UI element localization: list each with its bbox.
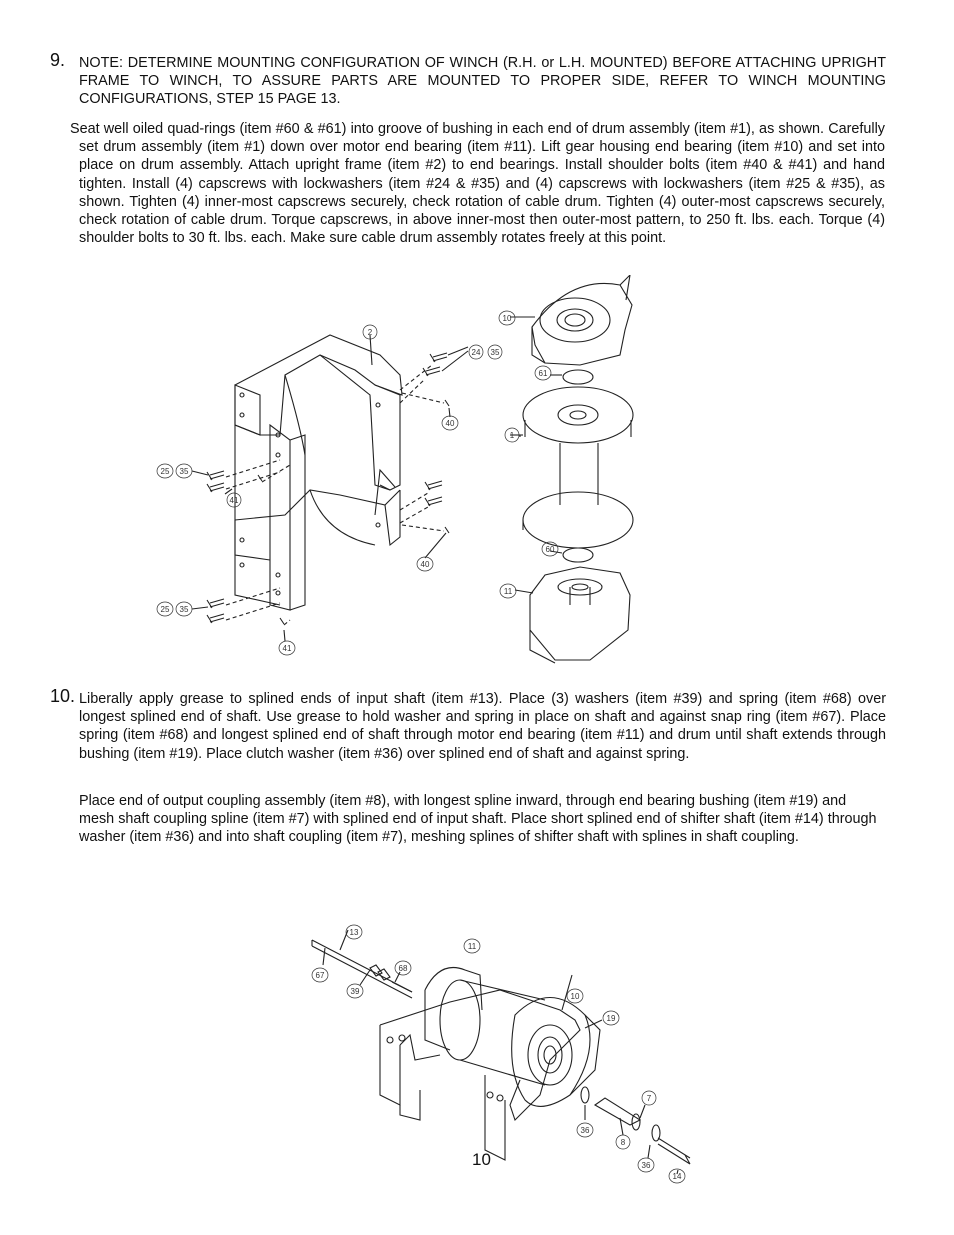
step-9-body: Seat well oiled quad-rings (item #60 & #61) into groove of bushing in each end of drum assembly (item #1), as shown. Carefully set drum assembly (item #1) down over motor end bearing (item #11). Lift gear housing end bearing (item #10) and set into place on drum assembly. Attach upright frame (item #2) to end bearings. Install shoulder bolts (item #40 & #41) and hand tighten. Install (4) capscrews with lockwashers (item #24 & #35) and (4) capscrews with lockwashers (item #25 & #35), as shown. Tighten (4) inner-most capscrews securely, check rotation of cable drum. Tighten (4) outer-most capscrews securely, check rotation of cable drum. Torque capscrews, in above inner-most then outer-most pattern, to 250 ft. lbs. each. Torque (4) shoulder bolts to 30 ft. lbs. each. Make sure cable drum assembly rotates freely at this point.	[70, 121, 885, 247]
callout-36: 36	[580, 1126, 590, 1135]
step-9-number: 9.	[50, 50, 66, 70]
step-10-para-1: Liberally apply grease to splined ends of input shaft (item #13). Place (3) washers (item #39) and spring (item #68) over longest splined end of shaft. Use grease to hold washer and spring in place on shaft and against snap ring (item #67). Place spring (item #68) and longest splined end of shaft through motor end bearing (item #11) and drum until shaft extends through bushing (item #19). Place clutch washer (item #36) over splined end of shaft and against spring.	[79, 691, 886, 762]
callout-10: 10	[570, 992, 580, 1001]
callout-60: 60	[545, 545, 555, 554]
callout-39: 39	[350, 987, 360, 996]
callout-13: 13	[349, 928, 359, 937]
figure-input-shaft-assembly	[300, 920, 700, 1190]
callout-8: 8	[620, 1138, 626, 1147]
callout-1: 1	[509, 431, 515, 440]
figure-drum-assembly	[150, 275, 670, 665]
callout-68: 68	[398, 964, 408, 973]
page-number: 10	[472, 1150, 491, 1169]
callout-61: 61	[538, 369, 548, 378]
callout-67: 67	[315, 971, 325, 980]
callout-35: 35	[179, 467, 189, 476]
step-9-body-wrap	[70, 120, 885, 247]
step-9-note: NOTE: DETERMINE MOUNTING CONFIGURATION OF WINCH (R.H. or L.H. MOUNTED) BEFORE ATTACHING UPRIGHT FRAME TO WINCH, TO ASSURE PARTS ARE MOUNTED TO PROPER SIDE, REFER TO WINCH MOUNTING CONFIGURATIONS, STEP 15 PAGE 13.	[79, 55, 886, 108]
callout-40: 40	[420, 560, 430, 569]
callout-2: 2	[367, 328, 373, 337]
callout-40: 40	[445, 419, 455, 428]
callout-41: 41	[229, 496, 239, 505]
callout-36: 36	[641, 1161, 651, 1170]
callout-7: 7	[646, 1094, 652, 1103]
callout-25: 25	[160, 605, 170, 614]
callout-41: 41	[282, 644, 292, 653]
step-10-para-2: Place end of output coupling assembly (item #8), with longest spline inward, through end bearing bushing (item #19) and mesh shaft coupling spline (item #7) with splined end of input shaft. Place short splined end of shifter shaft (item #14) through washer (item #36) and into shaft coupling (item #7), meshing splines of shifter shaft with splines in shaft coupling.	[79, 793, 877, 846]
callout-24: 24	[471, 348, 481, 357]
step-10	[50, 686, 886, 763]
callout-19: 19	[606, 1014, 616, 1023]
callout-11: 11	[467, 942, 477, 951]
callout-14: 14	[672, 1172, 682, 1181]
callout-10: 10	[502, 314, 512, 323]
callout-11: 11	[503, 587, 513, 596]
callout-35: 35	[490, 348, 500, 357]
callout-25: 25	[160, 467, 170, 476]
step-10-number: 10.	[50, 686, 76, 706]
step-9	[50, 50, 886, 109]
callout-35: 35	[179, 605, 189, 614]
